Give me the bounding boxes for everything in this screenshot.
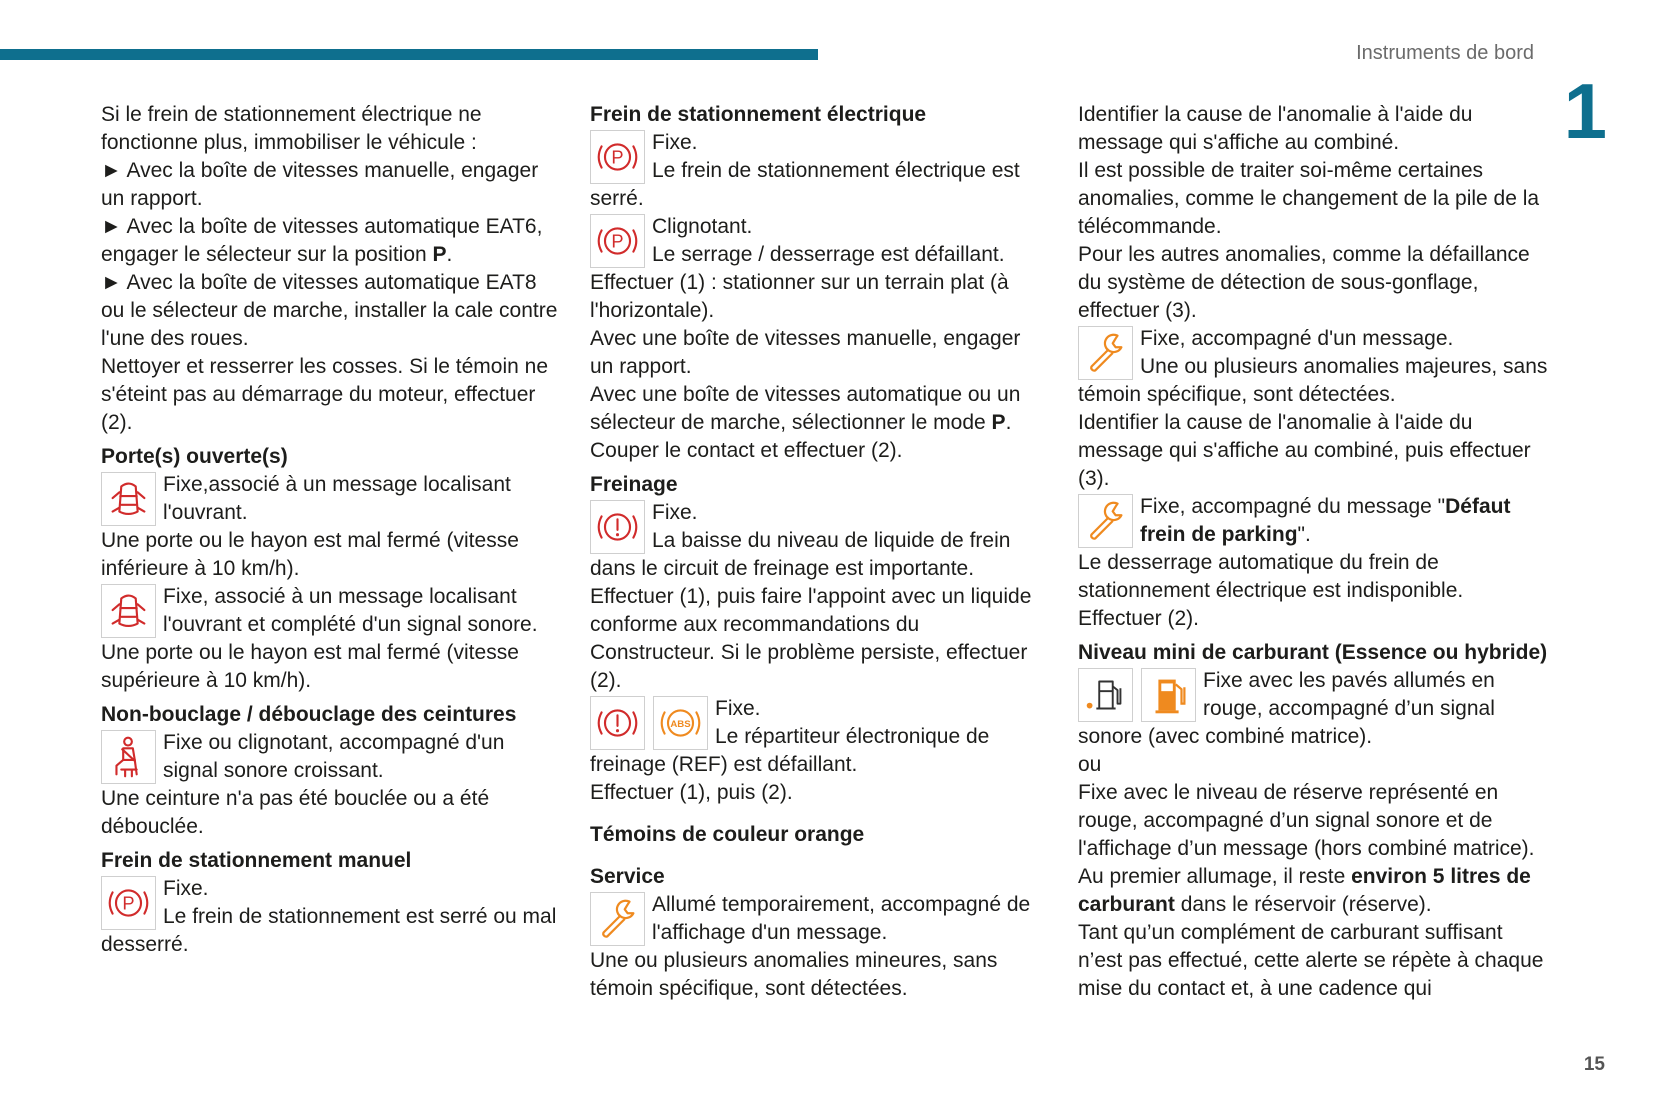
bullet-arrow-icon	[101, 215, 122, 238]
warning-entry: P Clignotant. Le serrage / desserrage est défaillant. Effectuer (1) : stationner sur un terrain plat (à l'horizontale). Avec une boîte de vitesses manuelle, engager un rapport. Avec une boîte de vitesses automatique ou un sélecteur de marche, sélectionner le mode P. Couper le contact et effectuer (2).	[590, 215, 1021, 462]
subsection-heading: Service	[590, 865, 665, 888]
header-accent-bar	[0, 49, 818, 60]
warning-entry: Fixe avec les pavés allumés en rouge, accompagné d’un signal sonore (avec combiné matrice). ou Fixe avec le niveau de réserve représenté en rouge, accompagné d’un signal sonore et de l'affichage d’un message (hors combiné matrice). Au premier allumage, il reste environ 5 litres de carburant dans le réservoir (réserve). Tant qu’un complément de carburant suffisant n’est pas effectué, cette alerte se répète à chaque mise du contact et, à une cadence qui	[1078, 669, 1544, 1000]
warning-entry: Fixe, accompagné d'un message. Une ou plusieurs anomalies majeures, sans témoin spécifique, sont détectées. Identifier la cause de l'anomalie à l'aide du message qui s'affiche au combiné, puis effectuer (3).	[1078, 327, 1548, 490]
bullet-arrow-icon	[101, 271, 122, 294]
svg-text:P: P	[122, 892, 135, 914]
bullet-item: ► Avec la boîte de vitesses automatique EAT6, engager le sélecteur sur la position P.	[101, 213, 561, 269]
section-heading: Frein de stationnement électrique	[590, 103, 927, 126]
paragraph: Identifier la cause de l'anomalie à l'aide du message qui s'affiche au combiné.	[1078, 103, 1473, 154]
section-heading: Porte(s) ouverte(s)	[101, 445, 288, 468]
chapter-number: 1	[1563, 67, 1607, 155]
service-wrench-icon	[1078, 494, 1133, 548]
paragraph: Il est possible de traiter soi-même certaines anomalies, comme le changement de la pile de la télécommande.	[1078, 159, 1540, 238]
bullet-item: ► Avec la boîte de vitesses manuelle, engager un rapport.	[101, 157, 561, 213]
warning-entry: ABS Fixe. Le répartiteur électronique de freinage (REF) est défaillant. Effectuer (1), puis (2).	[590, 697, 990, 804]
abs-icon	[653, 696, 708, 750]
service-wrench-icon	[1078, 326, 1133, 380]
svg-text:P: P	[611, 146, 624, 168]
warning-entry: Fixe. La baisse du niveau de liquide de frein dans le circuit de freinage est importante. Effectuer (1), puis faire l'appoint avec un liquide conforme aux recommandations du Constructeur. Si le problème persiste, effectuer (2).	[590, 501, 1032, 692]
warning-entry: Fixe,associé à un message localisant l'ouvrant. Une porte ou le hayon est mal fermé (vitesse inférieure à 10 km/h).	[101, 473, 519, 580]
paragraph: Nettoyer et resserrer les cosses. Si le témoin ne s'éteint pas au démarrage du moteur, effectuer (2).	[101, 355, 549, 434]
column-left	[101, 101, 561, 959]
fuel-pump-icon	[1078, 668, 1133, 722]
seatbelt-icon	[101, 730, 156, 784]
warning-entry: Fixe, accompagné du message "Défaut frein de parking". Le desserrage automatique du frein de stationnement électrique est indisponible. Effectuer (2).	[1078, 495, 1511, 630]
service-wrench-icon	[590, 892, 645, 946]
column-middle	[590, 101, 1038, 1003]
section-heading: Témoins de couleur orange	[590, 823, 865, 846]
warning-entry: P Fixe. Le frein de stationnement est serré ou mal desserré.	[101, 877, 557, 956]
warning-entry: P Fixe. Le frein de stationnement électrique est serré.	[590, 131, 1020, 210]
paragraph: Si le frein de stationnement électrique ne fonctionne plus, immobiliser le véhicule :	[101, 103, 482, 154]
section-heading: Freinage	[590, 473, 678, 496]
park-brake-icon	[590, 130, 645, 184]
park-brake-icon	[101, 876, 156, 930]
running-title: Instruments de bord	[1356, 42, 1534, 64]
page-number: 15	[1583, 1054, 1605, 1075]
section-heading: Non-bouclage / débouclage des ceintures	[101, 703, 517, 726]
bullet-item: ► Avec la boîte de vitesses automatique EAT8 ou le sélecteur de marche, installer la cale contre l'une des roues.	[101, 269, 561, 353]
warning-entry: Allumé temporairement, accompagné de l'affichage d'un message. Une ou plusieurs anomalies mineures, sans témoin spécifique, sont détectées.	[590, 893, 1031, 1000]
fuel-gauge-icon	[1141, 668, 1196, 722]
door-open-icon	[101, 472, 156, 526]
svg-text:P: P	[611, 230, 624, 252]
section-heading: Frein de stationnement manuel	[101, 849, 412, 872]
park-brake-icon	[590, 214, 645, 268]
brake-warning-icon	[590, 696, 645, 750]
warning-entry: Fixe, associé à un message localisant l'ouvrant et complété d'un signal sonore. Une porte ou le hayon est mal fermé (vitesse supérieure à 10 km/h).	[101, 585, 538, 692]
column-right	[1078, 101, 1548, 1003]
door-open-icon	[101, 584, 156, 638]
warning-entry: Fixe ou clignotant, accompagné d'un signal sonore croissant. Une ceinture n'a pas été bouclée ou a été débouclée.	[101, 731, 505, 838]
bullet-arrow-icon	[101, 159, 122, 182]
svg-text:ABS: ABS	[670, 718, 691, 730]
paragraph: Pour les autres anomalies, comme la défaillance du système de détection de sous-gonflage, effectuer (3).	[1078, 243, 1530, 322]
section-heading: Niveau mini de carburant (Essence ou hybride)	[1078, 641, 1548, 664]
brake-warning-icon	[590, 500, 645, 554]
